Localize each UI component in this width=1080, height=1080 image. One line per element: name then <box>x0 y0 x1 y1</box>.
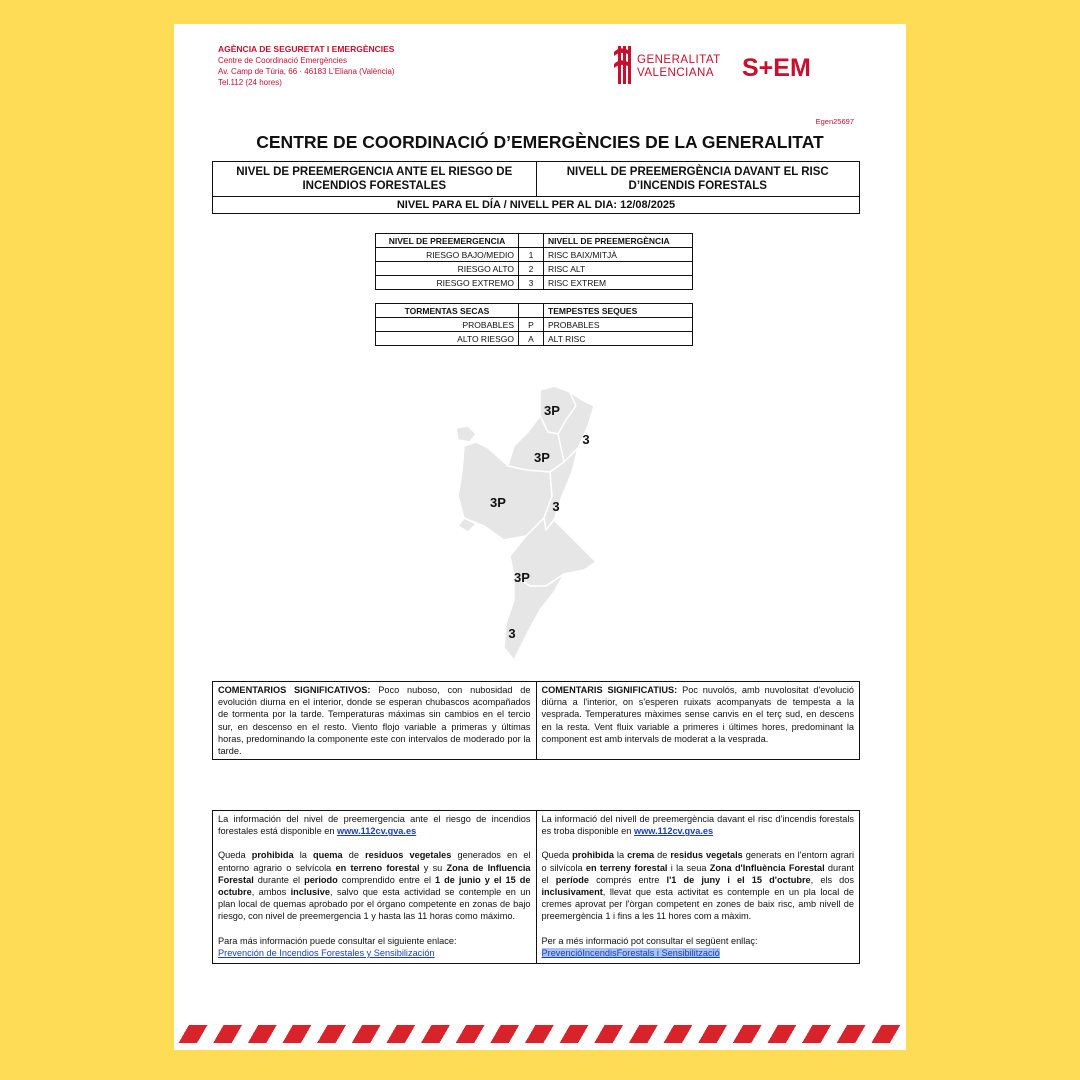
table-row: RIESGO EXTREMO 3 RISC EXTREM <box>376 276 693 290</box>
comments-ca <box>536 682 860 759</box>
map-label-castellon: 3P <box>534 450 550 465</box>
map-zone-west-enclave <box>456 426 476 442</box>
comments-box <box>212 681 860 760</box>
info-es-p1: La información del nivel de preemergencia ante el riesgo de incendios forestales está disponible en <box>218 814 531 837</box>
legend-storms-head-ca: TEMPESTES SEQUES <box>544 304 693 318</box>
region-map <box>454 386 604 661</box>
header-es: NIVEL DE PREEMERGENCIA ANTE EL RIESGO DE INCENDIOS FORESTALES <box>236 166 513 192</box>
comments-es-label: COMENTARIOS SIGNIFICATIVOS: <box>218 685 371 695</box>
info-es-p2: Queda prohibida la quema de residuos vegetales generados en el entorno agrario o selvícola en terreno forestal y su Zona de Influencia Forestal durante el periodo comprendido entre el 1 de junio y el 15 de octubre, ambos inclusive, salvo que esta actividad se contemple en un plan local de quemas aprobado por el órgano competente en zonas de bajo riesgo, con nivel de preemergencia 1 y hasta las 11 horas como máximo. <box>218 850 531 922</box>
header-ca: NIVELL DE PREEMERGÈNCIA DAVANT EL RISC D’INCENDIS FORESTALS <box>536 162 860 196</box>
comments-ca-label: COMENTARIS SIGNIFICATIUS: <box>541 685 678 695</box>
legend-storms-head-es: TORMENTAS SECAS <box>376 304 519 318</box>
info-ca-p2: Queda prohibida la crema de residus vegetals generats en l'entorn agrari o silvícola en terreny forestal i la seua Zona d'Influència Forestal durant el període comprés entre l'1 de juny i el 15 d'octubre, els dos inclusivament, llevat que esta activitat es contemple en un pla local de cremes aprovat per l'òrgan competent en zones de baix risc, amb nivell de preemergència 1 i fins a les 11 hores com a màxim. <box>541 850 854 922</box>
page-title: CENTRE DE COORDINACIÓ D’EMERGÈNCIES DE LA GENERALITAT <box>256 132 824 152</box>
agency-address: Av. Camp de Túria, 66 · 46183 L'Eliana (València) <box>218 67 395 76</box>
map-label-north: 3P <box>544 403 560 418</box>
info-es-link-prevention[interactable]: Prevención de Incendios Forestales y Sensibilización <box>218 947 435 958</box>
info-es-p3: Para más información puede consultar el siguiente enlace: <box>218 935 457 946</box>
legend-levels-head-es: NIVEL DE PREEMERGENCIA <box>376 234 519 248</box>
bulletin-page <box>174 24 906 1050</box>
comments-ca-text: Poc nuvolós, amb nuvolositat d'evolució diürna a l'interior, on s'esperen ruixats acompanyats de tempesta a la vesprada. Temperatures màximes sense canvis en el terç sud, en descens en la resta. Vent fluix variable a primeres i últimes hores, predominant la component est amb intervals de moderat a la vesprada. <box>541 685 854 744</box>
table-row: PROBABLES P PROBABLES <box>376 318 693 332</box>
legend-levels-table <box>375 233 693 290</box>
info-ca-link-prevention[interactable]: PrevencióIncendisForestals i Sensibilització <box>541 947 720 958</box>
map-label-alicante: 3P <box>514 570 530 585</box>
table-row: RIESGO BAJO/MEDIO 1 RISC BAIX/MITJÀ <box>376 248 693 262</box>
agency-phone: Tel.112 (24 hores) <box>218 78 282 87</box>
table-row: ALTO RIESGO A ALT RISC <box>376 332 693 346</box>
info-ca-p3: Per a més informació pot consultar el següent enllaç: <box>541 935 758 946</box>
agency-block <box>218 44 395 88</box>
map-label-valencia: 3P <box>490 495 506 510</box>
gva-line1: GENERALITAT <box>637 54 721 66</box>
map-label-south: 3 <box>508 626 516 641</box>
agency-name: AGÈNCIA DE SEGURETAT I EMERGÈNCIES <box>218 44 395 54</box>
document-reference: Egen25697 <box>815 117 854 126</box>
legend-storms-table <box>375 303 693 346</box>
header-day: NIVEL PARA EL DÍA / NIVELL PER AL DIA: 12/08/2025 <box>213 196 859 213</box>
legend-levels-head-ca: NIVELL DE PREEMERGÈNCIA <box>544 234 693 248</box>
sem-logo: S+EM <box>742 54 811 82</box>
info-box <box>212 810 860 964</box>
info-ca-p1: La informació del nivell de preemergència davant el risc d’incendis forestals es troba disponible en <box>541 814 854 837</box>
gva-line2: VALENCIANA <box>637 67 715 79</box>
level-header-box <box>212 161 860 214</box>
map-label-valencia-coast: 3 <box>552 499 560 514</box>
info-ca-link-112cv[interactable]: www.112cv.gva.es <box>633 826 714 837</box>
table-row: RIESGO ALTO 2 RISC ALT <box>376 262 693 276</box>
generalitat-wordmark <box>637 54 721 80</box>
comments-es <box>213 682 536 759</box>
hazard-stripe <box>174 1025 906 1043</box>
agency-center: Centre de Coordinació Emergències <box>218 56 347 65</box>
map-label-north-coast: 3 <box>582 432 590 447</box>
map-zone-alicante-south <box>504 574 564 660</box>
comments-es-text: Poco nuboso, con nubosidad de evolución diurna en el interior, donde se esperan chubascos acompañados de tormenta por la tarde. Temperaturas máximas sin cambios en el tercio sur, en descenso en el resto. Viento flojo variable a primeras y últimas horas, predominando la componente este con intervalos de moderado por la tarde. <box>218 685 531 757</box>
info-es-link-112cv[interactable]: www.112cv.gva.es <box>337 826 417 837</box>
info-ca <box>536 811 860 963</box>
info-es <box>213 811 536 963</box>
